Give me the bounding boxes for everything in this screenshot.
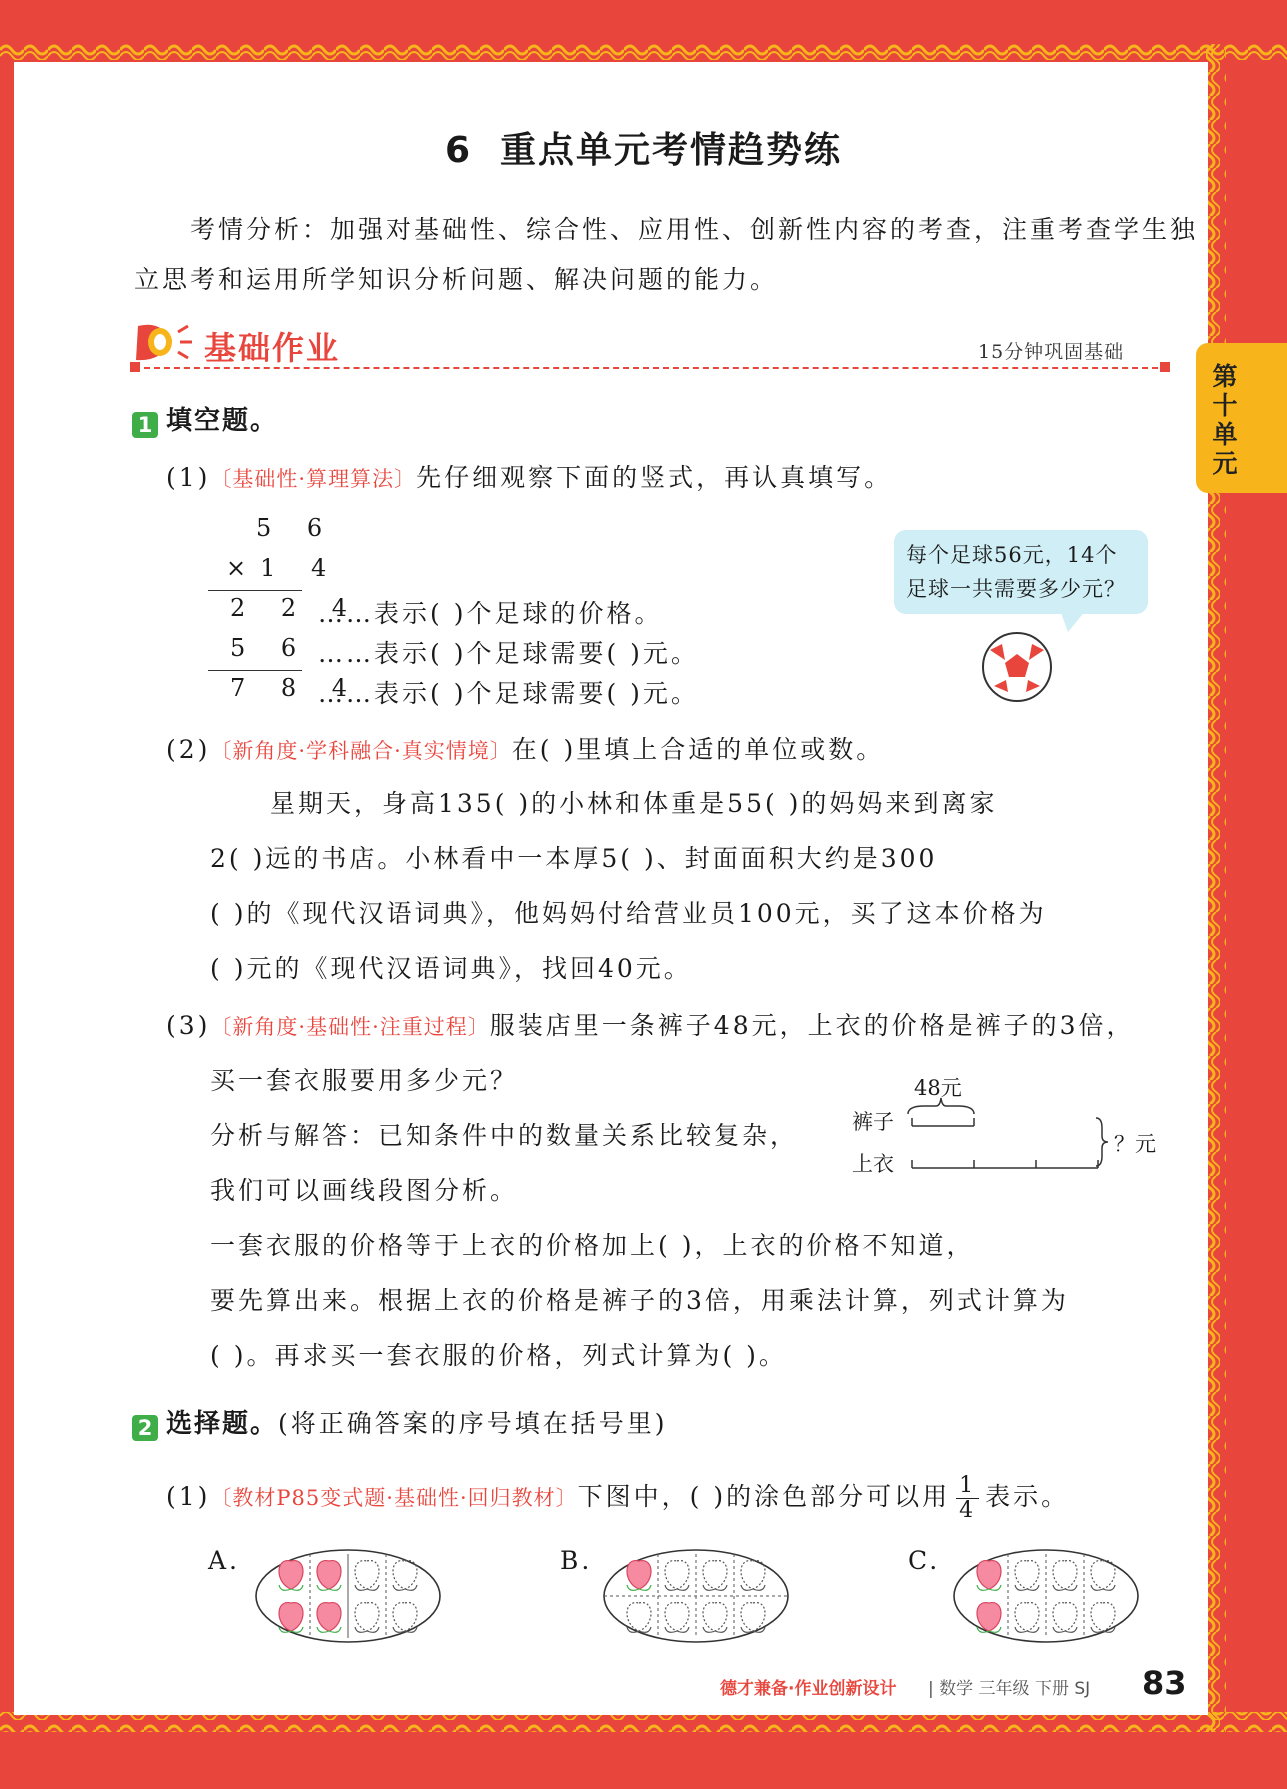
q2-1-text-a: 下图中，( )的涂色部分可以用 [577, 1482, 951, 1511]
footer-publisher: 德才兼备·作业创新设计 [720, 1679, 897, 1699]
q1-badge: 1 [132, 412, 158, 438]
vertical-row-3: 2 2 4 [230, 594, 362, 622]
q1-2-prompt [166, 730, 884, 766]
q2-1-num: (1) [166, 1482, 211, 1511]
q2-note: (将正确答案的序号填在括号里) [278, 1409, 668, 1438]
q2-1-tag: 〔教材P85变式题·基础性·回归教材〕 [210, 1486, 578, 1510]
megaphone-icon [132, 318, 196, 370]
q1-heading: 填空题。 [166, 406, 279, 436]
divider-end-right [1160, 362, 1170, 372]
page-number: 83 [1142, 1664, 1187, 1702]
q1-2-num: (2) [166, 735, 211, 764]
q1-3-line-3: 我们可以画线段图分析。 [210, 1176, 519, 1205]
section-title: 基础作业 [204, 329, 341, 367]
vertical-rule-1 [208, 590, 302, 591]
q1-3-num: (3) [166, 1011, 211, 1040]
q1-2-line-3: ( )的《现代汉语词典》，他妈妈付给营业员100元，买了这本价格为 [210, 899, 1047, 928]
vertical-row-5: 7 8 4 [230, 674, 362, 702]
q1-3-line-2: 分析与解答：已知条件中的数量关系比较复杂， [210, 1121, 799, 1150]
option-a-figure[interactable] [252, 1546, 444, 1646]
diagram-top-label: 48元 [914, 1076, 962, 1100]
speech-bubble [894, 530, 1148, 614]
q1-1-line-b: ……表示( )个足球需要( )元。 [318, 639, 699, 668]
q2-1-prompt [166, 1474, 1069, 1523]
q1-1-line-a: ……表示( )个足球的价格。 [318, 599, 663, 628]
vertical-row-4: 5 6 [230, 634, 311, 662]
page-title [0, 122, 1287, 173]
q2-1-text-b: 表示。 [985, 1482, 1070, 1511]
diagram-total-label: ？元 [1114, 1132, 1156, 1156]
q1-2-line-1: 星期天，身高135( )的小林和体重是55( )的妈妈来到离家 [270, 789, 998, 818]
diagram-segments [910, 1110, 1100, 1170]
vertical-row-1: 5 6 [256, 514, 337, 542]
page-title-number: 6 [444, 130, 473, 171]
q1-header [132, 400, 278, 438]
q1-3-line-1: 买一套衣服要用多少元？ [210, 1066, 519, 1095]
q1-3-text: 服装店里一条裤子48元，上衣的价格是裤子的3倍， [489, 1011, 1135, 1040]
diagram-row-1-label: 裤子 [852, 1110, 894, 1134]
q2-header [132, 1403, 668, 1441]
divider-end-left [130, 362, 140, 372]
fraction-numerator: 1 [956, 1474, 979, 1499]
bubble-tail [1060, 610, 1090, 634]
diagram-row-2-label: 上衣 [852, 1152, 894, 1176]
q1-3-line-5: 要先算出来。根据上衣的价格是裤子的3倍，用乘法计算，列式计算为 [210, 1286, 1069, 1315]
page-title-text: 重点单元考情趋势练 [500, 130, 843, 171]
q1-1-tag: 〔基础性·算理算法〕 [210, 467, 417, 491]
page-paper [14, 62, 1208, 1715]
section-divider [134, 367, 1168, 369]
speech-bubble-line-1: 每个足球56元，14个 [906, 543, 1118, 567]
q1-1-num: (1) [166, 463, 211, 492]
option-c-label: C. [908, 1546, 941, 1575]
q2-heading: 选择题。 [166, 1409, 279, 1439]
footer-book-info: | 数学 三年级 下册 SJ [928, 1679, 1091, 1699]
q1-2-text: 在( )里填上合适的单位或数。 [511, 735, 885, 764]
section-subtitle: 15分钟巩固基础 [978, 341, 1125, 363]
q1-2-line-4: ( )元的《现代汉语词典》，找回40元。 [210, 954, 692, 983]
option-a-label: A. [208, 1546, 241, 1575]
unit-side-tab-label: 第十单元 [1212, 362, 1238, 478]
analysis-line-2: 立思考和运用所学知识分析问题、解决问题的能力。 [134, 265, 779, 294]
soccer-ball-icon [980, 630, 1054, 704]
q1-3-line-4: 一套衣服的价格等于上衣的价格加上( )，上衣的价格不知道， [210, 1231, 975, 1260]
option-c-figure[interactable] [950, 1546, 1142, 1646]
analysis-line-1: 考情分析：加强对基础性、综合性、应用性、创新性内容的考查，注重考查学生独 [190, 215, 1199, 244]
q1-2-line-2: 2( )远的书店。小林看中一本厚5( )、封面面积大约是300 [210, 844, 938, 873]
vertical-row-2: ×1 4 [226, 554, 341, 582]
q1-1-line-c: ……表示( )个足球需要( )元。 [318, 679, 699, 708]
option-b-figure[interactable] [600, 1546, 792, 1646]
diagram-right-brace [1094, 1116, 1110, 1168]
option-b-label: B. [560, 1546, 593, 1575]
q1-3-prompt [166, 1006, 1135, 1042]
q1-3-line-6: ( )。再求买一套衣服的价格，列式计算为( )。 [210, 1341, 787, 1370]
speech-bubble-line-2: 足球一共需要多少元？ [906, 577, 1126, 601]
fraction-denominator: 4 [959, 1498, 977, 1523]
q2-badge: 2 [132, 1415, 158, 1441]
fraction-one-quarter [956, 1474, 979, 1523]
q1-1-text: 先仔细观察下面的竖式，再认真填写。 [416, 463, 893, 492]
q1-1-prompt [166, 458, 892, 494]
q1-2-tag: 〔新角度·学科融合·真实情境〕 [210, 739, 512, 763]
q1-3-tag: 〔新角度·基础性·注重过程〕 [210, 1015, 490, 1039]
vertical-rule-2 [208, 670, 302, 671]
